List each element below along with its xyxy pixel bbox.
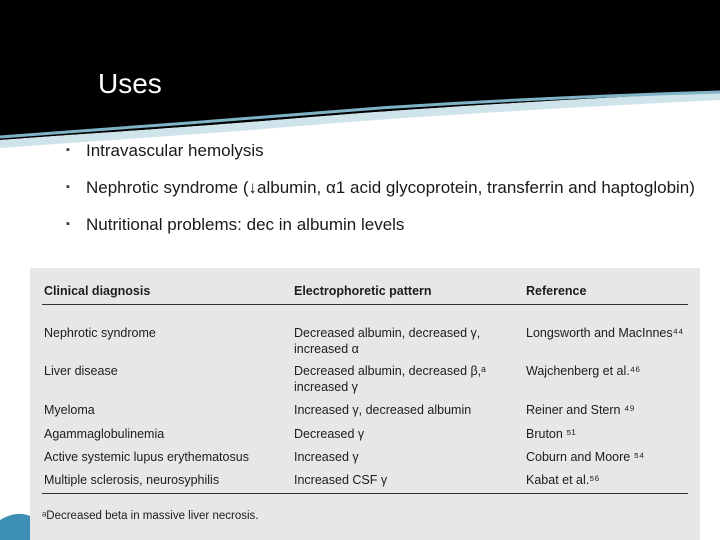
- table-cell: Decreased albumin, decreased γ, increased α: [294, 326, 481, 356]
- bullet-icon: ▪: [66, 144, 70, 156]
- table-cell: Liver disease: [44, 364, 118, 378]
- bullet-icon: ▪: [66, 218, 70, 230]
- slide-title: Uses: [98, 68, 162, 99]
- table-cell: Decreased albumin, decreased β,ᵃ increased γ: [294, 364, 486, 394]
- table-cell: Coburn and Moore ⁵⁴: [526, 450, 645, 464]
- bullet-text: Nephrotic syndrome (↓albumin, α1 acid glycoprotein, transferrin and haptoglobin): [86, 178, 695, 197]
- table-cell: Myeloma: [44, 403, 95, 417]
- table-cell: Longsworth and MacInnes⁴⁴: [526, 326, 684, 340]
- table-cell: Wajchenberg et al.⁴⁶: [526, 364, 641, 378]
- table-cell: Increased CSF γ: [294, 473, 388, 487]
- bottom-wave-decoration: [0, 500, 30, 540]
- table-cell: Increased γ, decreased albumin: [294, 403, 472, 417]
- table-cell: Kabat et al.⁵⁶: [526, 473, 600, 487]
- table-header-clinical-diagnosis: Clinical diagnosis: [44, 284, 151, 298]
- table-cell: Bruton ⁵¹: [526, 427, 576, 441]
- table-cell: Nephrotic syndrome: [44, 326, 156, 340]
- bullet-text: Nutritional problems: dec in albumin levels: [86, 215, 405, 234]
- table-cell: Reiner and Stern ⁴⁹: [526, 403, 635, 417]
- table-bottom-rule: [42, 493, 688, 494]
- bullet-icon: ▪: [66, 181, 70, 193]
- table-cell: Decreased γ: [294, 427, 365, 441]
- bullet-item: [62, 177, 702, 198]
- table-header-reference: Reference: [526, 284, 587, 298]
- bullet-text: Intravascular hemolysis: [86, 141, 264, 160]
- table-cell: Increased γ: [294, 450, 359, 464]
- table-cell: Active systemic lupus erythematosus: [44, 450, 249, 464]
- bullet-item: [62, 214, 702, 235]
- bullet-list: [62, 136, 702, 235]
- bullet-item: [62, 140, 702, 161]
- table-header-electrophoretic-pattern: Electrophoretic pattern: [294, 284, 432, 298]
- table-top-rule: [42, 304, 688, 305]
- table-footnote: ᵃDecreased beta in massive liver necrosis.: [42, 510, 259, 522]
- table-cell: Multiple sclerosis, neurosyphilis: [44, 473, 220, 487]
- electrophoresis-table-image: [30, 268, 700, 540]
- table-cell: Agammaglobulinemia: [44, 427, 165, 441]
